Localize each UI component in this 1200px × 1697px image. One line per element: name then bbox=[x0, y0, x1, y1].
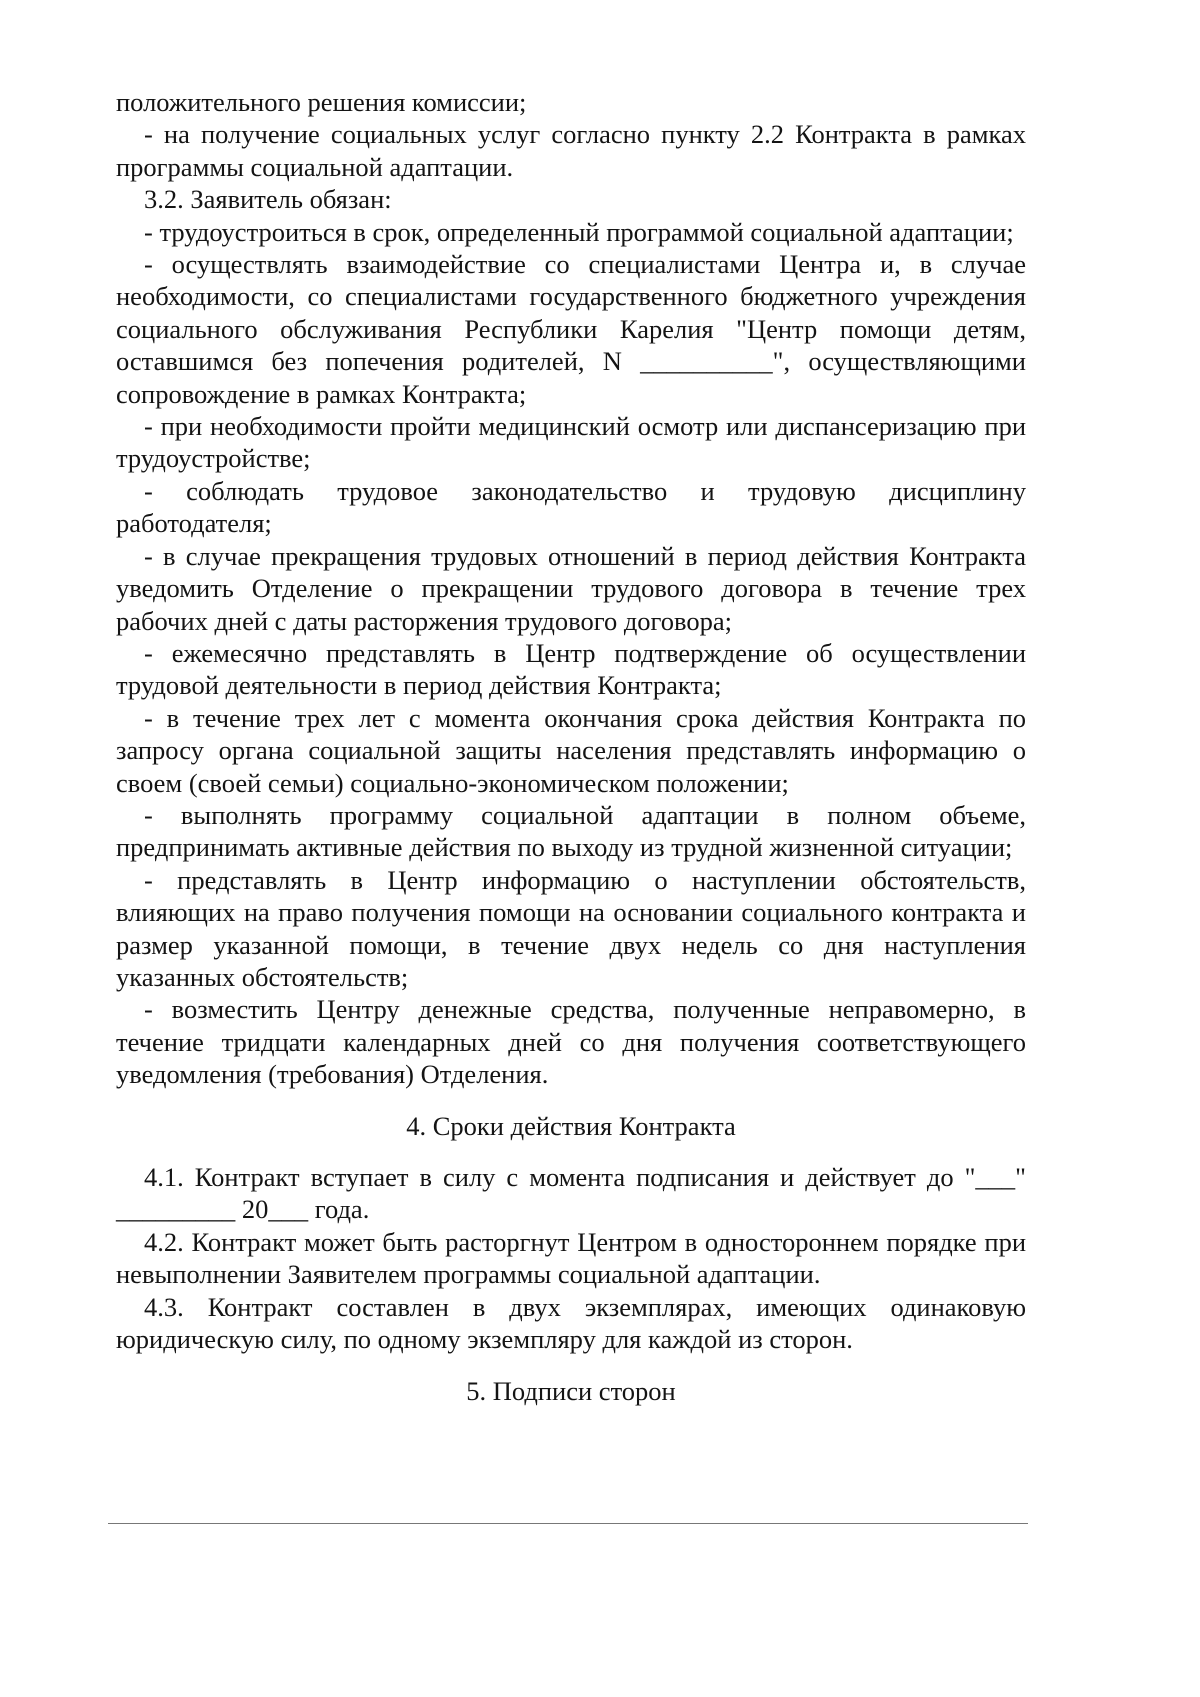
section-5-heading: 5. Подписи сторон bbox=[466, 1376, 676, 1407]
paragraph-3-1-end: положительного решения комиссии; bbox=[116, 87, 527, 117]
paragraph-refund: - возместить Центру денежные средства, полученные неправомерно, в течение тридцати календарных дней со дня получения соответствующего уведомления (требования) Отделения. bbox=[116, 994, 1026, 1090]
paragraph-medical-exam: - при необходимости пройти медицинский осмотр или диспансеризацию при трудоустройстве; bbox=[116, 411, 1026, 474]
document-page bbox=[116, 86, 1026, 1408]
paragraph-circumstances-info: - представлять в Центр информацию о наступлении обстоятельств, влияющих на право получения помощи на основании социального контракта и размер указанной помощи, в течение двух недель со дня наступления указанных обстоятельств; bbox=[116, 864, 1026, 992]
paragraph-4-2: 4.2. Контракт может быть расторгнут Центром в одностороннем порядке при невыполнении Заявителем программы социальной адаптации. bbox=[116, 1226, 1026, 1290]
page-divider bbox=[108, 1523, 1028, 1524]
paragraph-termination-notice: - в случае прекращения трудовых отношений в период действия Контракта уведомить Отделение о прекращении трудового договора в течение трех рабочих дней с даты расторжения трудового договора; bbox=[116, 540, 1026, 636]
section-4-heading: 4. Сроки действия Контракта bbox=[406, 1110, 736, 1141]
paragraph-monthly-confirmation: - ежемесячно представлять в Центр подтверждение об осуществлении трудовой деятельности в период действия Контракта; bbox=[116, 637, 1026, 701]
paragraph-employment: - трудоустроиться в срок, определенный программой социальной адаптации; bbox=[144, 216, 1014, 247]
paragraph-adaptation-program: - выполнять программу социальной адаптации в полном объеме, предпринимать активные действия по выходу из трудной жизненной ситуации; bbox=[116, 799, 1026, 863]
paragraph-4-3: 4.3. Контракт составлен в двух экземплярах, имеющих одинаковую юридическую силу, по одному экземпляру для каждой из сторон. bbox=[116, 1291, 1026, 1355]
paragraph-three-years-info: - в течение трех лет с момента окончания срока действия Контракта по запросу органа социальной защиты населения представлять информацию о своем (своей семьи) социально-экономическом положении; bbox=[116, 702, 1026, 798]
paragraph-3-2-title: 3.2. Заявитель обязан: bbox=[144, 184, 392, 215]
paragraph-4-1: 4.1. Контракт вступает в силу с момента подписания и действует до "___" _________ 20___ года. bbox=[116, 1162, 1026, 1225]
paragraph-social-services: - на получение социальных услуг согласно пункту 2.2 Контракта в рамках программы социальной адаптации. bbox=[116, 119, 1026, 182]
paragraph-cooperation: - осуществлять взаимодействие со специалистами Центра и, в случае необходимости, со специалистами государственного бюджетного учреждения социального обслуживания Республики Карелия "Центр помощи детям, оставшимся без попечения родителей, N __________", осуществляющими сопровождение в рамках Контракта; bbox=[116, 249, 1026, 409]
paragraph-labor-discipline: - соблюдать трудовое законодательство и трудовую дисциплину работодателя; bbox=[116, 475, 1026, 539]
